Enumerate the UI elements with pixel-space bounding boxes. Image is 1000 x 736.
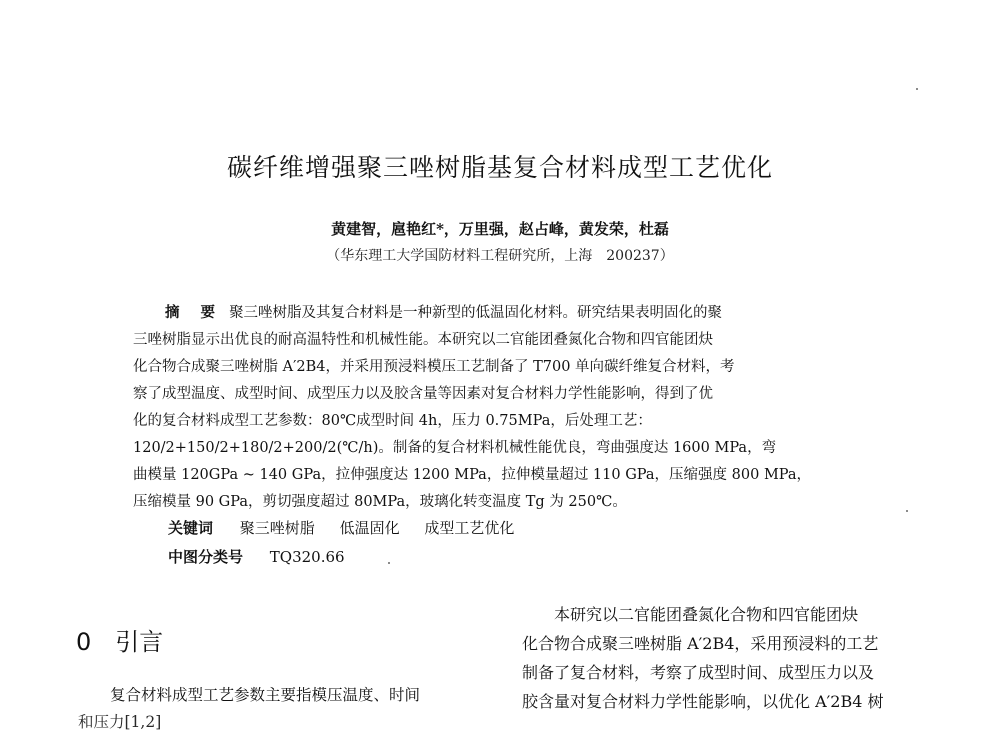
abstract-line: 化合物合成聚三唑树脂 A′2B4，并采用预浸料模压工艺制备了 T700 单向碳纤维复合材料，考 <box>133 359 735 375</box>
abstract-line: 化的复合材料成型工艺参数：80℃成型时间 4h，压力 0.75MPa，后处理工艺： <box>133 413 652 429</box>
abstract-line: 察了成型温度、成型时间、成型压力以及胶含量等因素对复合材料力学性能影响，得到了优 <box>133 386 713 402</box>
right-column-text <box>522 600 942 716</box>
author-list: 黄建智，扈艳红*，万里强，赵占峰，黄发荣，杜磊 <box>331 220 669 238</box>
left-column-text <box>78 682 488 736</box>
abstract-line: 摘 要 聚三唑树脂及其复合材料是一种新型的低温固化材料。研究结果表明固化的聚 <box>165 304 723 321</box>
section-number: 0 <box>76 628 92 656</box>
classification-label: 中图分类号 <box>168 548 244 566</box>
keywords-label: 关键词 <box>168 519 214 537</box>
paper-title: 碳纤维增强聚三唑树脂基复合材料成型工艺优化 <box>226 153 773 182</box>
abstract-line: 压缩模量 90 GPa，剪切强度超过 80MPa，玻璃化转变温度 Tg 为 250℃。 <box>133 494 627 510</box>
classification-row <box>168 546 345 567</box>
scan-speck <box>388 562 390 564</box>
classification-code: TQ320.66 <box>269 548 345 566</box>
keyword-item: 成型工艺优化 <box>424 519 515 537</box>
paragraph-line: 化合物合成聚三唑树脂 A′2B4，采用预浸料的工艺 <box>522 634 879 653</box>
paragraph-line: 本研究以二官能团叠氮化合物和四官能团炔 <box>554 605 859 624</box>
abstract-line: 三唑树脂显示出优良的耐高温特性和机械性能。本研究以二官能团叠氮化合物和四官能团炔 <box>133 332 713 348</box>
abstract-line: 曲模量 120GPa ~ 140 GPa，拉伸强度达 1200 MPa，拉伸模量超过 110 GPa，压缩强度 800 MPa， <box>133 467 812 483</box>
scan-speck <box>906 510 908 512</box>
paragraph-line: 胶含量对复合材料力学性能影响，以优化 A′2B4 树 <box>522 692 884 711</box>
section-heading <box>76 622 163 657</box>
section-title: 引言 <box>115 628 164 656</box>
paragraph-line: 和压力[1,2] <box>78 713 162 731</box>
abstract-label: 摘 要 <box>165 304 224 321</box>
paragraph-line: 复合材料成型工艺参数主要指模压温度、时间 <box>110 686 421 704</box>
keyword-item: 低温固化 <box>339 519 400 537</box>
scan-speck <box>916 88 918 90</box>
keyword-item: 聚三唑树脂 <box>239 519 315 537</box>
author-affiliation: （华东理工大学国防材料工程研究所，上海 200237） <box>326 248 674 264</box>
abstract-block <box>133 299 881 516</box>
paragraph-line: 制备了复合材料，考察了成型时间、成型压力以及 <box>522 663 875 682</box>
keywords-row <box>168 517 514 538</box>
abstract-line: 120/2+150/2+180/2+200/2(℃/h)。制备的复合材料机械性能优良，弯曲强度达 1600 MPa，弯 <box>133 440 777 456</box>
